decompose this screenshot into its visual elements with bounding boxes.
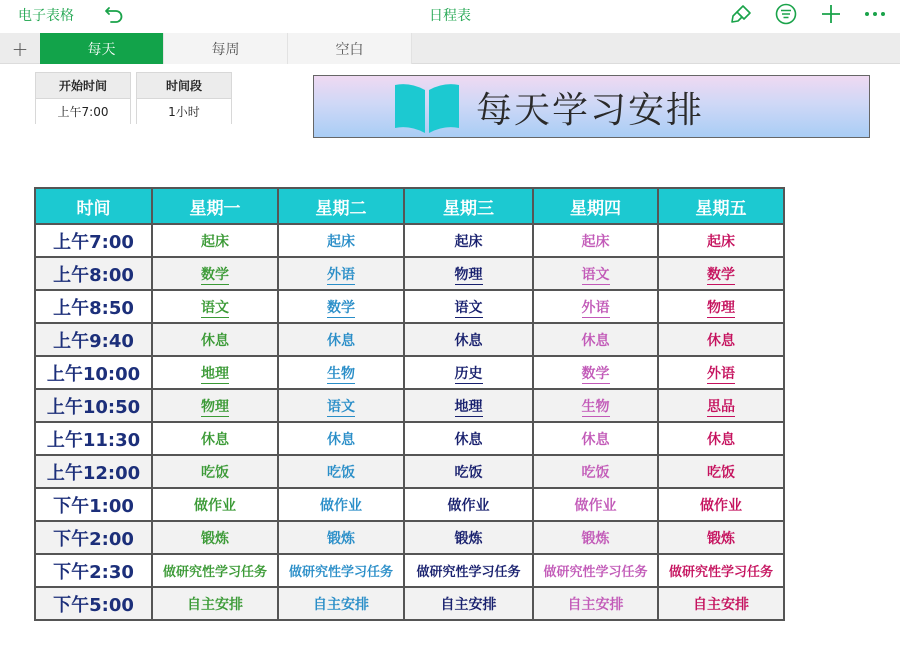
activity-cell-wednesday[interactable] xyxy=(404,389,533,422)
activity-cell-monday[interactable] xyxy=(152,455,278,488)
table-row xyxy=(35,587,784,620)
table-row xyxy=(35,554,784,587)
activity-cell-monday[interactable] xyxy=(152,290,278,323)
activity-cell-thursday[interactable] xyxy=(533,488,658,521)
tab-weekly[interactable]: 每周 xyxy=(164,33,288,64)
activity-cell-thursday[interactable] xyxy=(533,224,658,257)
header-monday[interactable]: 星期一 xyxy=(152,188,278,224)
time-cell[interactable]: 下午1:00 xyxy=(35,488,152,521)
activity-label: 物理 xyxy=(201,398,229,415)
table-row xyxy=(35,290,784,323)
activity-label: 休息 xyxy=(327,431,355,448)
format-brush-icon[interactable] xyxy=(729,3,753,25)
activity-cell-monday[interactable] xyxy=(152,587,278,620)
activity-label: 自主安排 xyxy=(440,596,497,613)
activity-cell-tuesday[interactable] xyxy=(278,455,404,488)
activity-cell-wednesday[interactable] xyxy=(404,521,533,554)
table-row xyxy=(35,323,784,356)
activity-label: 锻炼 xyxy=(201,530,229,547)
activity-cell-friday[interactable] xyxy=(658,422,784,455)
activity-label: 数学 xyxy=(327,299,355,316)
time-cell[interactable]: 下午2:00 xyxy=(35,521,152,554)
time-cell[interactable]: 上午8:50 xyxy=(35,290,152,323)
table-row xyxy=(35,224,784,257)
activity-cell-monday[interactable] xyxy=(152,554,278,587)
activity-cell-monday[interactable] xyxy=(152,422,278,455)
activity-label: 地理 xyxy=(454,398,483,415)
activity-cell-monday[interactable] xyxy=(152,521,278,554)
time-cell[interactable]: 上午10:00 xyxy=(35,356,152,389)
start-time-table xyxy=(35,72,131,124)
header-time[interactable]: 时间 xyxy=(35,188,152,224)
activity-cell-monday[interactable] xyxy=(152,224,278,257)
spreadsheets-back-button[interactable]: 电子表格 xyxy=(18,8,74,24)
activity-cell-monday[interactable] xyxy=(152,389,278,422)
activity-label: 做作业 xyxy=(194,497,236,514)
activity-cell-thursday[interactable] xyxy=(533,554,658,587)
table-row xyxy=(35,257,784,290)
tab-blank[interactable]: 空白 xyxy=(288,33,412,64)
activity-label: 做研究性学习任务 xyxy=(668,565,773,580)
activity-cell-thursday[interactable] xyxy=(533,356,658,389)
activity-label: 休息 xyxy=(201,332,229,349)
table-row xyxy=(35,422,784,455)
activity-cell-friday[interactable] xyxy=(658,224,784,257)
header-row xyxy=(35,188,784,224)
activity-label: 外语 xyxy=(707,365,735,382)
schedule-body xyxy=(35,224,784,620)
activity-cell-monday[interactable] xyxy=(152,356,278,389)
start-time-cell[interactable]: 上午7:00 xyxy=(36,99,130,124)
activity-label: 生物 xyxy=(581,398,610,415)
activity-cell-wednesday[interactable] xyxy=(404,455,533,488)
activity-label: 休息 xyxy=(454,431,483,448)
activity-cell-tuesday[interactable] xyxy=(278,488,404,521)
document-title: 日程表 xyxy=(429,8,471,24)
activity-label: 锻炼 xyxy=(707,530,735,547)
activity-label: 生物 xyxy=(327,365,355,382)
activity-cell-wednesday[interactable] xyxy=(404,356,533,389)
book-icon xyxy=(392,81,462,135)
activity-cell-thursday[interactable] xyxy=(533,323,658,356)
activity-label: 休息 xyxy=(707,431,735,448)
time-cell[interactable]: 下午2:30 xyxy=(35,554,152,587)
activity-label: 外语 xyxy=(327,266,355,283)
activity-label: 做研究性学习任务 xyxy=(416,565,521,580)
sheet-tab-bar xyxy=(0,33,900,64)
activity-cell-friday[interactable] xyxy=(658,587,784,620)
activity-label: 做作业 xyxy=(447,497,490,514)
activity-cell-tuesday[interactable] xyxy=(278,389,404,422)
activity-label: 做研究性学习任务 xyxy=(543,565,648,580)
activity-cell-thursday[interactable] xyxy=(533,455,658,488)
time-cell[interactable]: 上午7:00 xyxy=(35,224,152,257)
activity-cell-thursday[interactable] xyxy=(533,389,658,422)
activity-label: 起床 xyxy=(707,233,735,250)
more-icon[interactable] xyxy=(863,3,887,25)
activity-cell-tuesday[interactable] xyxy=(278,224,404,257)
top-toolbar xyxy=(0,0,900,30)
activity-cell-friday[interactable] xyxy=(658,488,784,521)
activity-label: 地理 xyxy=(201,365,229,382)
activity-label: 语文 xyxy=(327,398,355,415)
time-cell[interactable]: 下午5:00 xyxy=(35,587,152,620)
header-wednesday[interactable]: 星期三 xyxy=(404,188,533,224)
activity-label: 自主安排 xyxy=(187,596,243,613)
header-friday[interactable]: 星期五 xyxy=(658,188,784,224)
table-row xyxy=(35,356,784,389)
activity-label: 做作业 xyxy=(574,497,617,514)
time-cell[interactable]: 上午12:00 xyxy=(35,455,152,488)
table-row xyxy=(35,455,784,488)
activity-label: 吃饭 xyxy=(581,464,610,481)
interval-table xyxy=(136,72,232,124)
time-cell[interactable]: 上午9:40 xyxy=(35,323,152,356)
add-icon[interactable] xyxy=(819,3,843,25)
activity-label: 做研究性学习任务 xyxy=(162,565,267,580)
activity-cell-wednesday[interactable] xyxy=(404,323,533,356)
activity-label: 做作业 xyxy=(320,497,362,514)
activity-cell-thursday[interactable] xyxy=(533,587,658,620)
schedule-table xyxy=(34,187,785,621)
activity-cell-friday[interactable] xyxy=(658,323,784,356)
activity-cell-monday[interactable] xyxy=(152,257,278,290)
activity-cell-monday[interactable] xyxy=(152,488,278,521)
banner-title: 每天学习安排 xyxy=(476,90,705,131)
activity-cell-wednesday[interactable] xyxy=(404,422,533,455)
activity-cell-friday[interactable] xyxy=(658,389,784,422)
time-cell[interactable]: 上午10:50 xyxy=(35,389,152,422)
activity-cell-tuesday[interactable] xyxy=(278,356,404,389)
activity-label: 起床 xyxy=(454,233,483,250)
activity-cell-friday[interactable] xyxy=(658,521,784,554)
activity-label: 休息 xyxy=(327,332,355,349)
activity-cell-wednesday[interactable] xyxy=(404,488,533,521)
activity-label: 锻炼 xyxy=(327,530,355,547)
activity-cell-thursday[interactable] xyxy=(533,257,658,290)
activity-label: 自主安排 xyxy=(567,596,624,613)
title-banner[interactable] xyxy=(313,75,870,138)
time-cell[interactable]: 上午11:30 xyxy=(35,422,152,455)
activity-label: 思品 xyxy=(707,398,735,415)
activity-label: 起床 xyxy=(201,233,229,250)
activity-label: 做研究性学习任务 xyxy=(288,565,393,580)
activity-label: 历史 xyxy=(454,365,483,382)
add-sheet-button[interactable]: + xyxy=(11,36,29,61)
activity-cell-thursday[interactable] xyxy=(533,422,658,455)
time-cell[interactable]: 上午8:00 xyxy=(35,257,152,290)
activity-cell-wednesday[interactable] xyxy=(404,224,533,257)
activity-label: 自主安排 xyxy=(693,596,749,613)
table-row xyxy=(35,488,784,521)
activity-label: 语文 xyxy=(201,299,229,316)
tab-daily[interactable]: 每天 xyxy=(40,33,164,64)
activity-cell-wednesday[interactable] xyxy=(404,257,533,290)
menu-circle-icon[interactable] xyxy=(774,3,798,25)
activity-label: 起床 xyxy=(327,233,355,250)
activity-label: 外语 xyxy=(581,299,610,316)
activity-label: 物理 xyxy=(707,299,735,316)
activity-cell-tuesday[interactable] xyxy=(278,587,404,620)
activity-label: 吃饭 xyxy=(707,464,735,481)
interval-header: 时间段 xyxy=(137,73,231,99)
activity-label: 吃饭 xyxy=(454,464,483,481)
activity-label: 休息 xyxy=(581,431,610,448)
activity-cell-friday[interactable] xyxy=(658,290,784,323)
activity-cell-tuesday[interactable] xyxy=(278,422,404,455)
activity-cell-wednesday[interactable] xyxy=(404,554,533,587)
activity-label: 休息 xyxy=(454,332,483,349)
activity-cell-friday[interactable] xyxy=(658,455,784,488)
activity-label: 休息 xyxy=(201,431,229,448)
start-time-header: 开始时间 xyxy=(36,73,130,99)
activity-cell-tuesday[interactable] xyxy=(278,554,404,587)
activity-cell-thursday[interactable] xyxy=(533,290,658,323)
activity-label: 起床 xyxy=(581,233,610,250)
activity-cell-friday[interactable] xyxy=(658,554,784,587)
activity-cell-thursday[interactable] xyxy=(533,521,658,554)
activity-label: 休息 xyxy=(707,332,735,349)
activity-label: 做作业 xyxy=(700,497,742,514)
activity-cell-friday[interactable] xyxy=(658,356,784,389)
activity-cell-wednesday[interactable] xyxy=(404,587,533,620)
activity-cell-tuesday[interactable] xyxy=(278,290,404,323)
activity-cell-tuesday[interactable] xyxy=(278,323,404,356)
activity-label: 吃饭 xyxy=(327,464,355,481)
activity-cell-tuesday[interactable] xyxy=(278,521,404,554)
header-thursday[interactable]: 星期四 xyxy=(533,188,658,224)
activity-label: 数学 xyxy=(581,365,610,382)
activity-cell-monday[interactable] xyxy=(152,323,278,356)
header-tuesday[interactable]: 星期二 xyxy=(278,188,404,224)
activity-label: 数学 xyxy=(707,266,735,283)
activity-label: 数学 xyxy=(201,266,229,283)
activity-label: 休息 xyxy=(581,332,610,349)
activity-label: 自主安排 xyxy=(313,596,369,613)
activity-label: 语文 xyxy=(581,266,610,283)
table-row xyxy=(35,521,784,554)
table-row xyxy=(35,389,784,422)
activity-label: 物理 xyxy=(454,266,483,283)
activity-cell-wednesday[interactable] xyxy=(404,290,533,323)
activity-label: 锻炼 xyxy=(581,530,610,547)
activity-label: 语文 xyxy=(454,299,483,316)
activity-cell-tuesday[interactable] xyxy=(278,257,404,290)
activity-label: 锻炼 xyxy=(454,530,483,547)
undo-icon[interactable] xyxy=(103,3,125,25)
activity-label: 吃饭 xyxy=(201,464,229,481)
activity-cell-friday[interactable] xyxy=(658,257,784,290)
interval-cell[interactable]: 1小时 xyxy=(137,99,231,124)
